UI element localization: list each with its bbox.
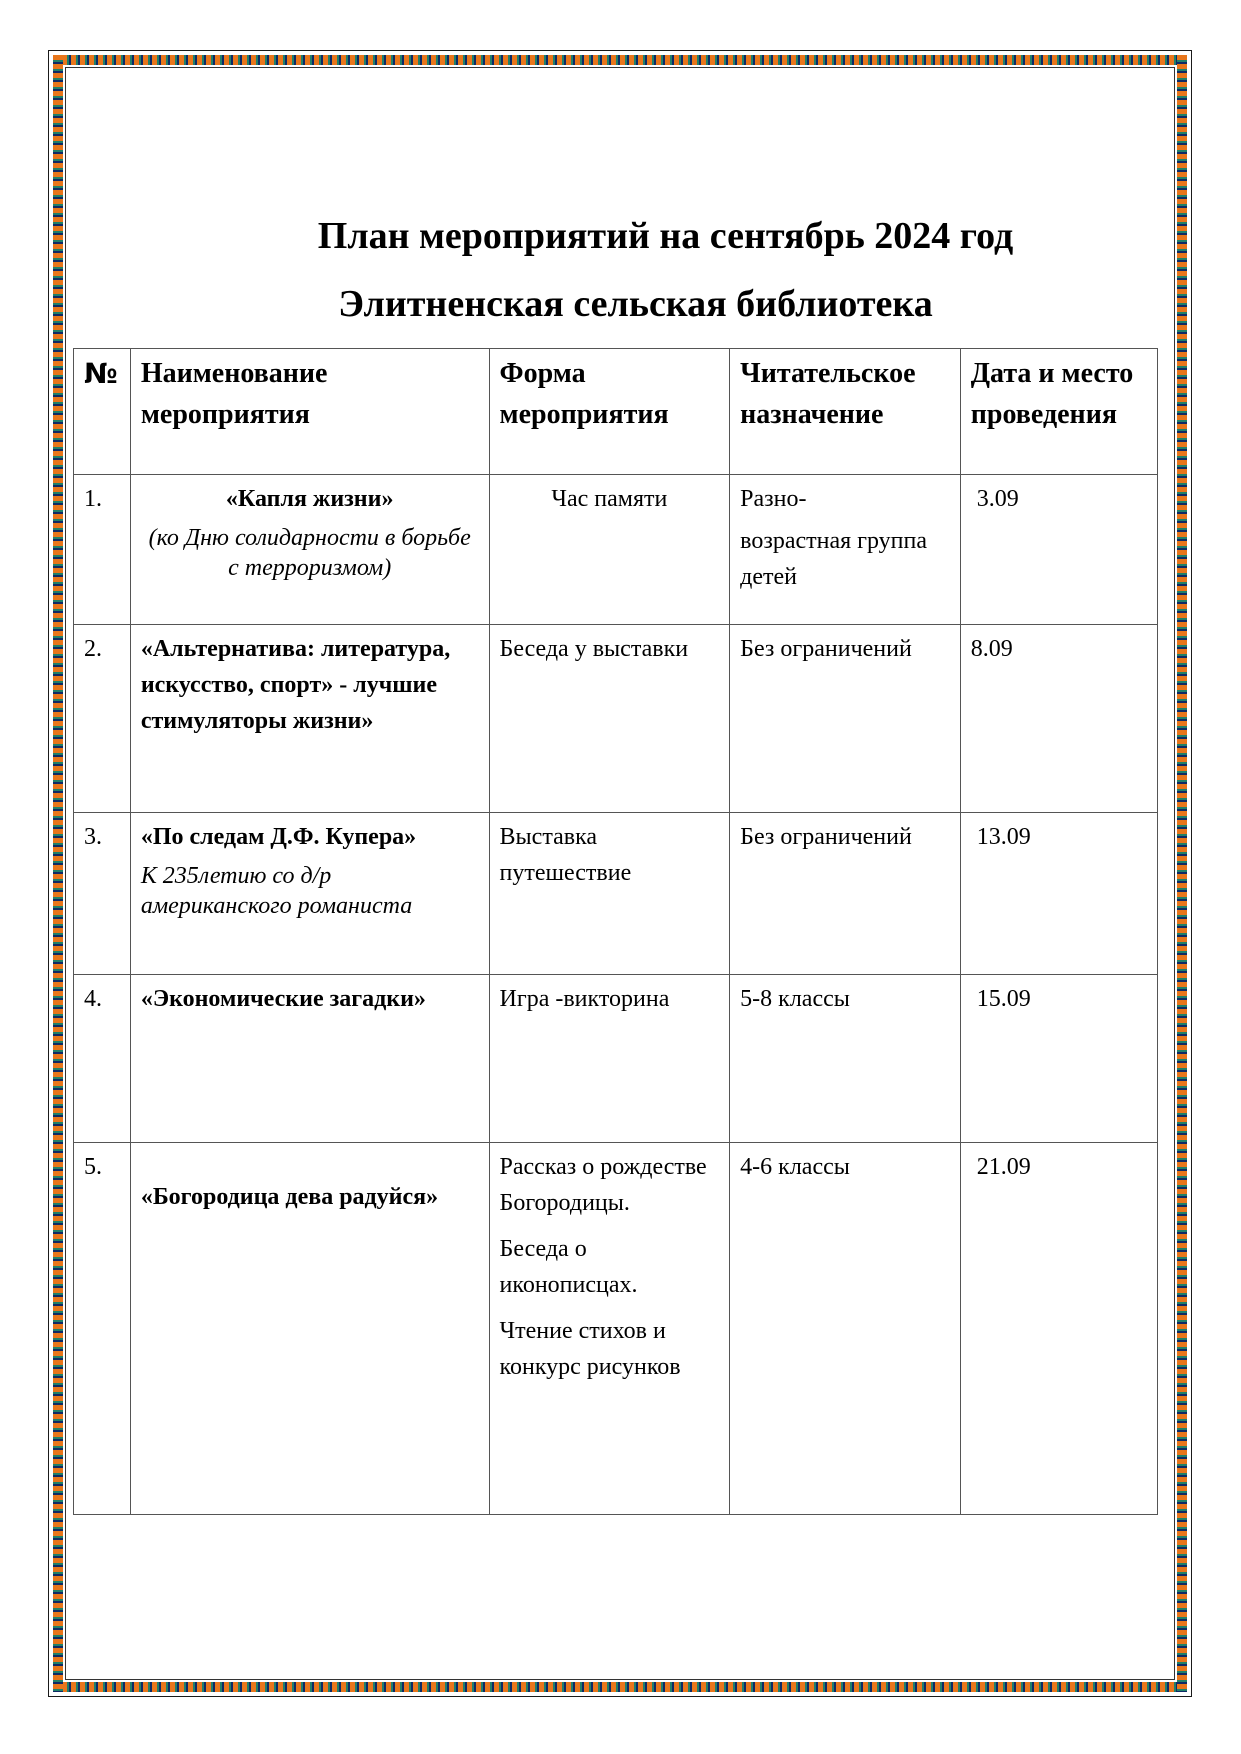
decorative-border-bottom [53,1682,1187,1692]
column-header-name: Наименование мероприятия [130,349,489,475]
row-number: 1. [74,475,131,625]
event-audience: 4-6 классы [740,1154,850,1180]
row-number: 5. [74,1143,131,1515]
event-name: «Капля жизни» [225,486,394,512]
column-header-number: № [74,349,131,475]
event-form: Беседа о иконописцах. [499,1236,638,1298]
event-name-cell [130,625,489,813]
event-name: «Богородица дева радуйся» [140,1184,439,1210]
event-form-cell [489,813,730,975]
event-form: Рассказ о рождестве Богородицы. [499,1154,707,1216]
event-form-cell [489,975,730,1143]
event-audience-cell [730,475,961,625]
row-number: 2. [74,625,131,813]
event-form: Час памяти [551,486,668,512]
event-audience-cell [730,1143,961,1515]
event-date: 13.09 [960,813,1157,975]
table-row [74,1143,1158,1515]
event-form: Беседа у выставки [499,636,689,662]
table-row [74,975,1158,1143]
event-note: К 235летию со д/р американского романиста [140,863,413,919]
page-title: План мероприятий на сентябрь 2024 год [317,215,1014,257]
row-number: 3. [74,813,131,975]
event-date: 15.09 [960,975,1157,1143]
event-name: «Альтернатива: литература, искусство, спорт» - лучшие стимуляторы жизни» [140,636,451,734]
table-row [74,625,1158,813]
table-header-row [74,349,1158,475]
page-subtitle: Элитненская сельская библиотека [338,283,933,325]
event-name: «По следам Д.Ф. Купера» [140,824,417,850]
event-name-cell [130,975,489,1143]
table-row [74,813,1158,975]
event-note: (ко Дню солидарности в борьбе с терроризмом) [148,525,471,581]
column-header-audience: Читательское назначение [730,349,961,475]
table-row [74,475,1158,625]
event-audience: Разно- [740,486,807,512]
event-name: «Экономические загадки» [140,986,426,1012]
event-date: 3.09 [960,475,1157,625]
event-form: Чтение стихов и конкурс рисунков [499,1318,681,1380]
event-audience-cell [730,813,961,975]
event-form-cell [489,625,730,813]
event-audience: Без ограничений [740,824,912,850]
event-audience: возрастная группа детей [740,528,928,590]
events-table [73,348,1158,1515]
column-header-form: Форма мероприятия [489,349,730,475]
decorative-border-top [53,55,1187,65]
event-name-cell [130,813,489,975]
event-audience: 5-8 классы [740,986,850,1012]
event-audience-cell [730,975,961,1143]
event-name-cell [130,475,489,625]
event-form: Выставка путешествие [499,824,632,886]
event-date: 8.09 [960,625,1157,813]
row-number: 4. [74,975,131,1143]
event-date: 21.09 [960,1143,1157,1515]
event-form: Игра -викторина [499,986,670,1012]
event-form-cell [489,475,730,625]
event-name-cell [130,1143,489,1515]
event-form-cell [489,1143,730,1515]
event-audience: Без ограничений [740,636,912,662]
event-audience-cell [730,625,961,813]
column-header-date-place: Дата и место проведения [960,349,1157,475]
